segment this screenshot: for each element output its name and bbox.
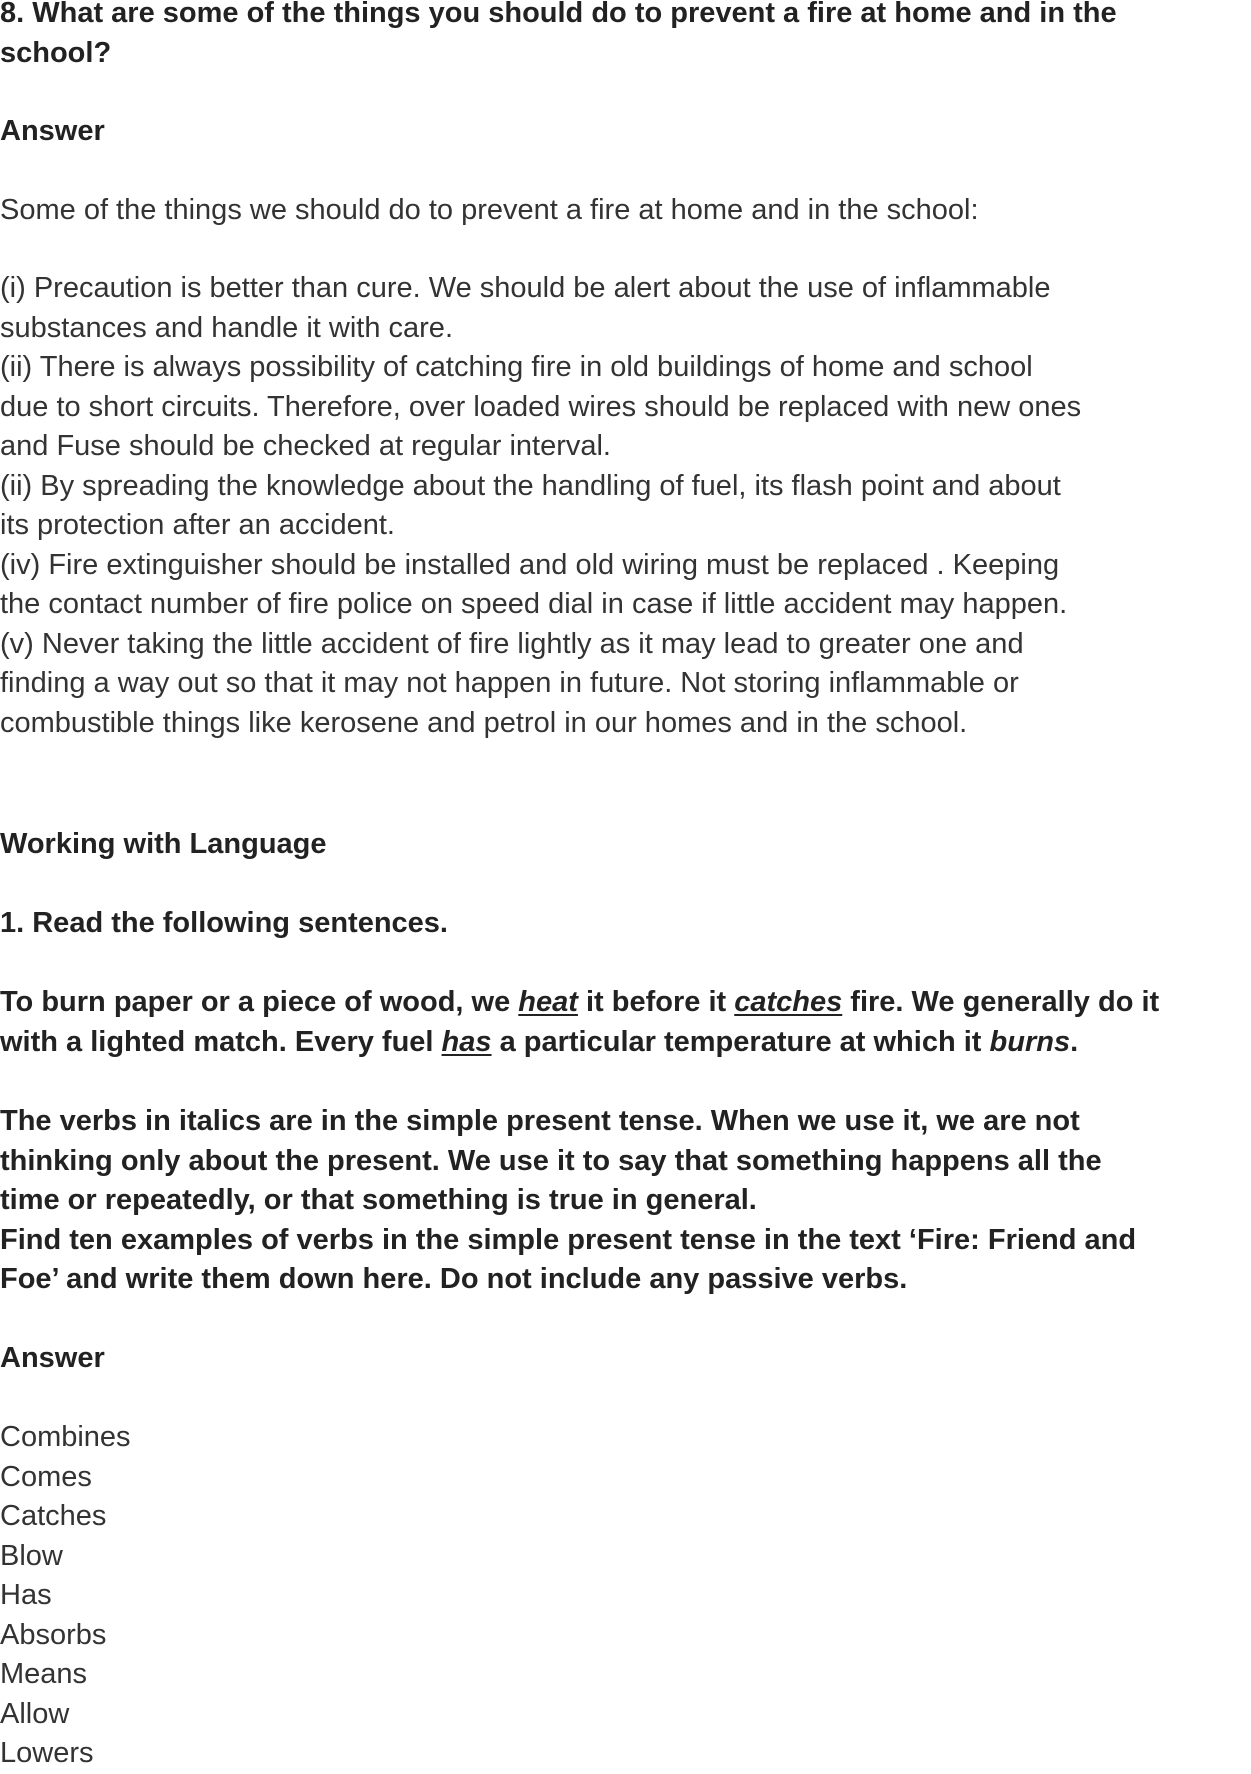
verb-catches: catches <box>734 986 843 1018</box>
answer-heading: Answer <box>0 115 105 147</box>
verb-item: Allow <box>0 1697 70 1730</box>
verb-item: Lowers <box>0 1737 94 1769</box>
verb-item: Absorbs <box>0 1618 107 1651</box>
verb-item: Has <box>0 1579 52 1611</box>
verb-item: Comes <box>0 1460 92 1493</box>
answer-8-line: combustible things like kerosene and petrol in our homes and in the school. <box>0 706 968 739</box>
question-8 <box>0 0 1250 73</box>
answer-8-line: (i) Precaution is better than cure. We should be alert about the use of inflammable <box>0 272 1051 304</box>
example-text: a particular temperature at which it <box>491 1025 990 1058</box>
question-8-line: 8. What are some of the things you should do to prevent a fire at home and in the <box>0 0 1117 29</box>
answer-heading: Answer <box>0 1342 105 1374</box>
instruction-line: The verbs in italics are in the simple present tense. When we use it, we are not <box>0 1105 1080 1137</box>
verb-has: has <box>441 1025 492 1058</box>
example-text: . <box>1070 1025 1079 1058</box>
example-text: To burn paper or a piece of wood, we <box>0 986 519 1018</box>
instruction-line: thinking only about the present. We use it to say that something happens all the <box>0 1144 1102 1177</box>
question-1-title: 1. Read the following sentences. <box>0 907 448 939</box>
answer-8-points <box>0 269 1250 743</box>
example-sentences <box>0 983 1250 1062</box>
verbs-list <box>0 1418 1250 1774</box>
answer-8-line: (v) Never taking the little accident of fire lightly as it may lead to greater one and <box>0 627 1024 660</box>
example-text: fire. We generally do it <box>842 986 1160 1018</box>
answer-8-line: the contact number of fire police on speed dial in case if little accident may happen. <box>0 588 1068 620</box>
example-line <box>0 1023 1250 1063</box>
answer-8-intro: Some of the things we should do to prevent a fire at home and in the school: <box>0 194 979 226</box>
answer-8-line: substances and handle it with care. <box>0 311 453 344</box>
verb-burns: burns <box>989 1025 1071 1058</box>
answer-8-line: finding a way out so that it may not happen in future. Not storing inflammable or <box>0 667 1019 699</box>
verb-item: Combines <box>0 1421 131 1453</box>
answer-8-line: and Fuse should be checked at regular interval. <box>0 430 611 462</box>
section-heading: Working with Language <box>0 828 327 860</box>
instructions <box>0 1102 1250 1300</box>
answer-8-line: due to short circuits. Therefore, over loaded wires should be replaced with new ones <box>0 390 1082 423</box>
example-text: it before it <box>577 986 735 1018</box>
instruction-line: Foe’ and write them down here. Do not include any passive verbs. <box>0 1263 908 1295</box>
answer-8-line: (ii) There is always possibility of catching fire in old buildings of home and school <box>0 351 1033 383</box>
instruction-line: time or repeatedly, or that something is true in general. <box>0 1184 757 1216</box>
example-line <box>0 983 1250 1023</box>
answer-8-line: its protection after an accident. <box>0 509 395 541</box>
instruction-line: Find ten examples of verbs in the simple present tense in the text ‘Fire: Friend and <box>0 1223 1137 1256</box>
answer-8-line: (ii) By spreading the knowledge about the handling of fuel, its flash point and about <box>0 469 1061 502</box>
verb-item: Catches <box>0 1500 107 1532</box>
verb-heat: heat <box>518 986 578 1018</box>
example-text: with a lighted match. Every fuel <box>0 1025 442 1058</box>
verb-item: Blow <box>0 1539 63 1572</box>
answer-8-line: (iv) Fire extinguisher should be installed and old wiring must be replaced . Keeping <box>0 548 1060 581</box>
verb-item: Means <box>0 1658 88 1690</box>
question-8-line: school? <box>0 36 112 69</box>
